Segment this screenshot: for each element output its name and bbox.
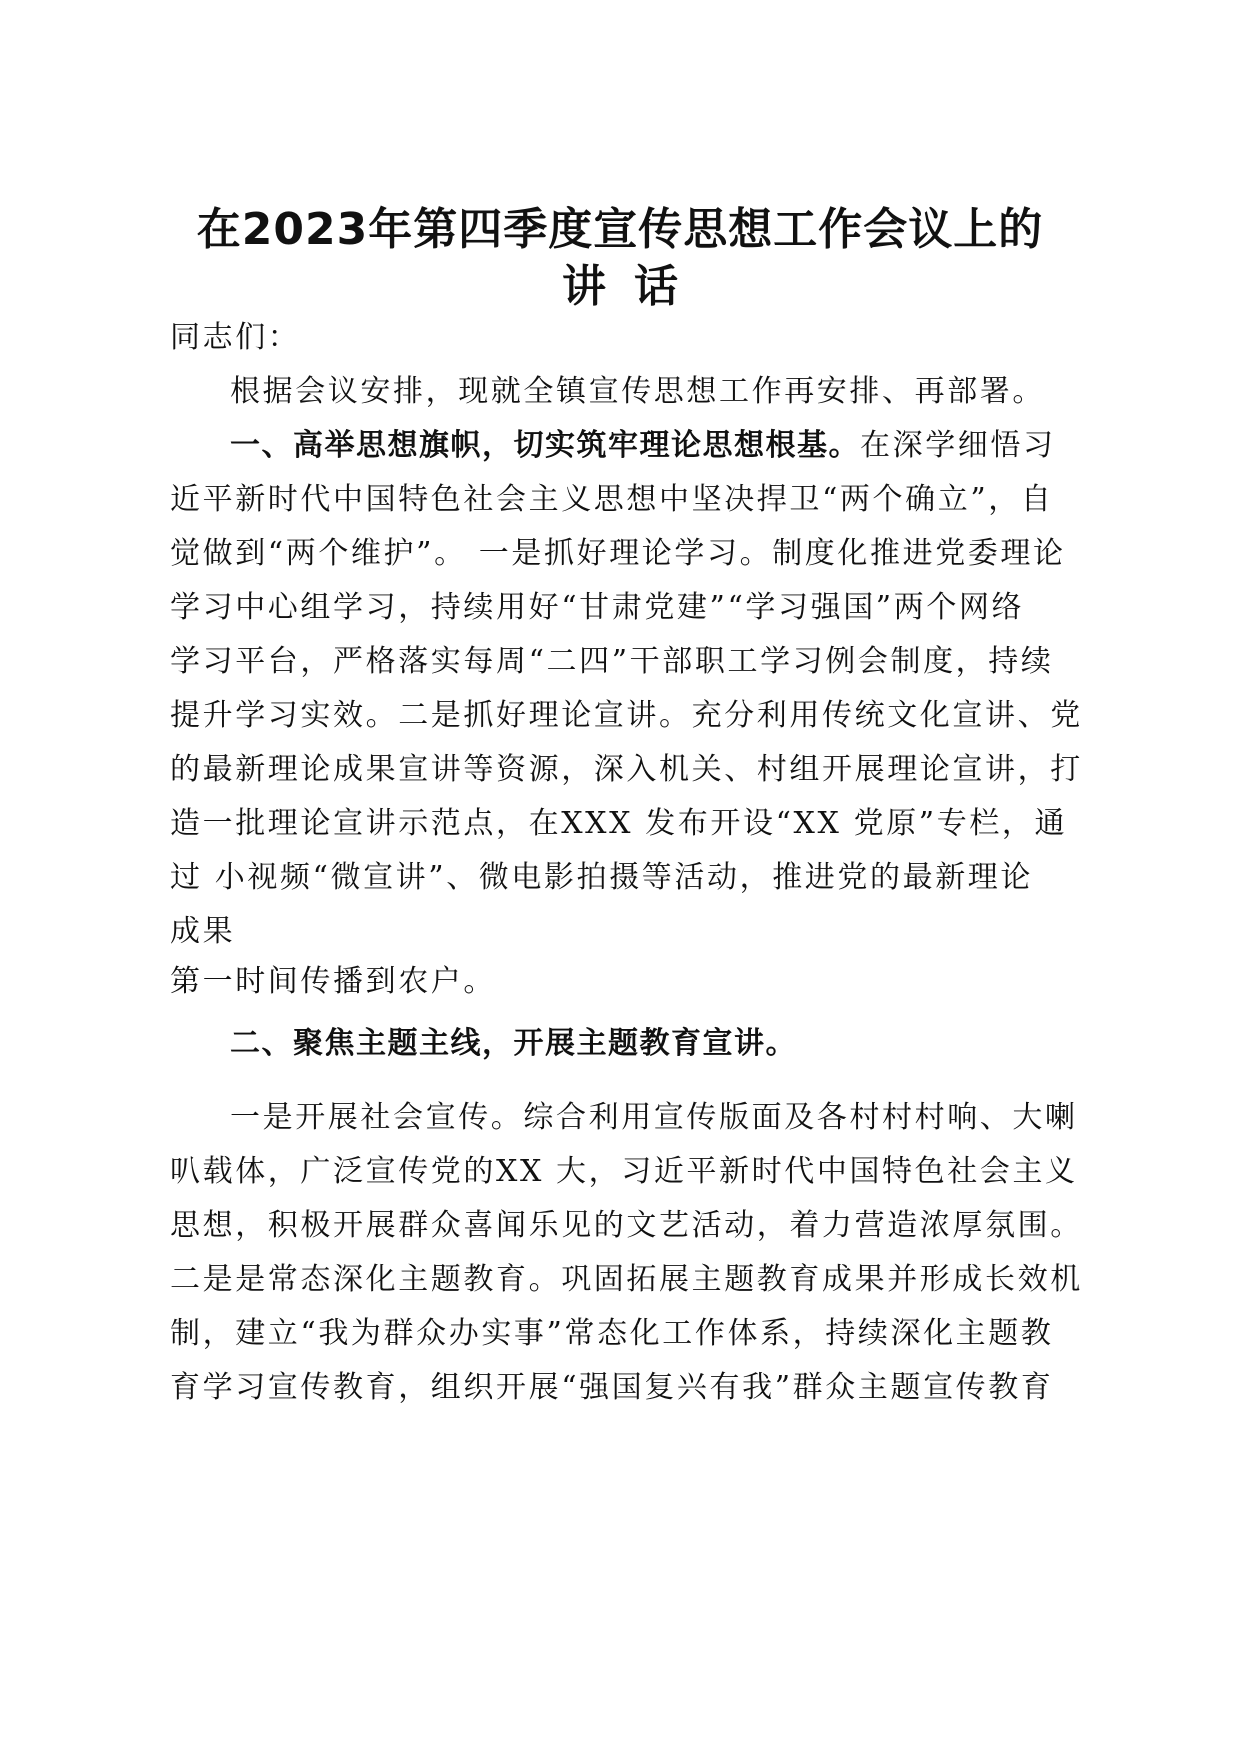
section-1-line: 造一批理论宣讲示范点，在XXX 发布开设“XX 党原”专栏，通: [170, 806, 1068, 841]
section-2-line: 育学习宣传教育，组织开展“强国复兴有我”群众主题宣传教育: [170, 1370, 1054, 1405]
intro-paragraph: 根据会议安排，现就全镇宣传思想工作再安排、再部署。: [230, 374, 1045, 409]
section-1-line: 学习平台，严格落实每周“二四”干部职工学习例会制度，持续: [170, 644, 1054, 679]
section-2-line: 一是开展社会宣传。综合利用宣传版面及各村村村响、大喇: [230, 1100, 1078, 1135]
section-1-line: 学习中心组学习，持续用好“甘肃党建”“学习强国”两个网络: [170, 590, 1025, 625]
section-1-line: 过 小视频“微宣讲”、微电影拍摄等活动，推进党的最新理论: [170, 860, 1034, 895]
section-2-line: 制，建立“我为群众办实事”常态化工作体系，持续深化主题教: [170, 1316, 1054, 1351]
section-1-line: 觉做到“两个维护”。 一是抓好理论学习。制度化推进党委理论: [170, 536, 1066, 571]
section-1-heading: 一、高举思想旗帜，切实筑牢理论思想根基。: [230, 428, 860, 463]
section-1-text: 在深学细悟习: [860, 428, 1056, 463]
section-1-line: 成果: [170, 914, 236, 949]
section-1-line: 近平新时代中国特色社会主义思想中坚决捍卫“两个确立”，自: [170, 482, 1054, 517]
salutation: 同志们：: [170, 320, 301, 355]
section-2-line: 二是是常态深化主题教育。巩固拓展主题教育成果并形成长效机: [170, 1262, 1083, 1297]
section-1-line: 的最新理论成果宣讲等资源，深入机关、村组开展理论宣讲，打: [170, 752, 1083, 787]
section-2-line: 叭载体，广泛宣传党的XX 大，习近平新时代中国特色社会主义: [170, 1154, 1078, 1189]
section-1-first-line: [230, 426, 1056, 466]
document-title-line-2: 讲话: [562, 261, 706, 312]
section-2-line: 思想，积极开展群众喜闻乐见的文艺活动，着力营造浓厚氛围。: [170, 1208, 1083, 1243]
section-1-line: 第一时间传播到农户。: [170, 964, 496, 999]
section-2-heading: 二、聚焦主题主线，开展主题教育宣讲。: [230, 1026, 797, 1061]
section-1-line: 提升学习实效。二是抓好理论宣讲。充分利用传统文化宣讲、党: [170, 698, 1083, 733]
document-title-line-1: 在2023年第四季度宣传思想工作会议上的: [196, 204, 1044, 255]
